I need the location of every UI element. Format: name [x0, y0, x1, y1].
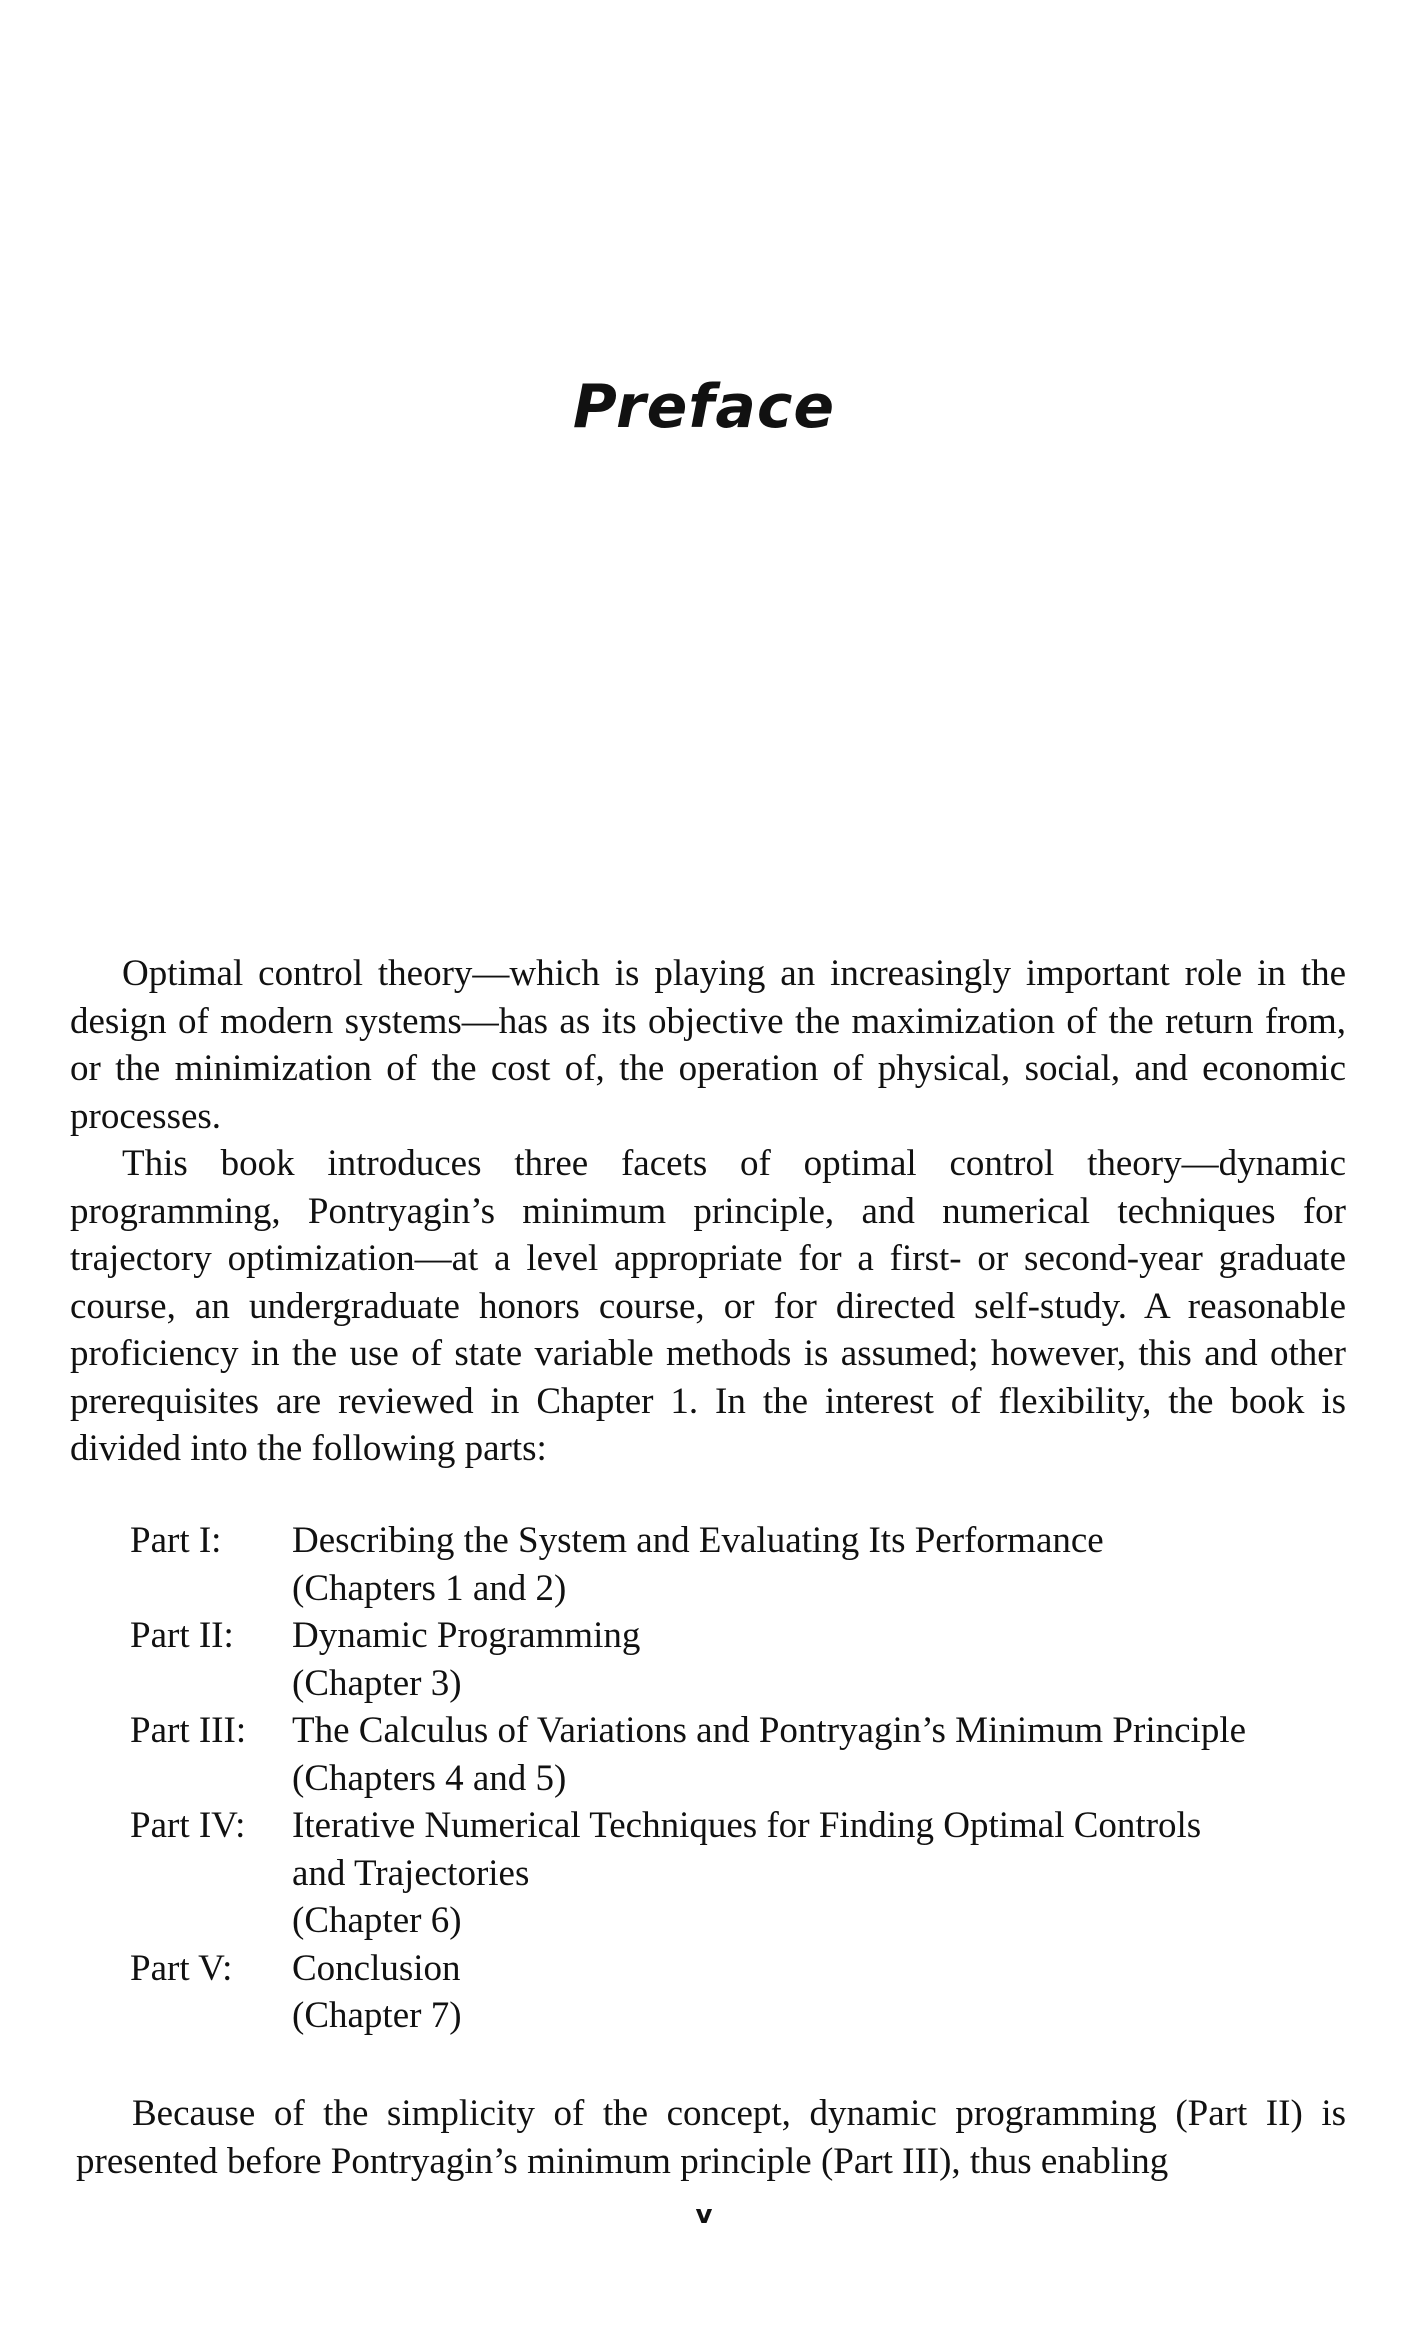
part-label: Part I:: [130, 1520, 222, 1561]
paragraph-2: This book introduces three facets of optimal control theory—dynamic programming, Pontryagin’s minimum principle, and numerical techniques for trajectory optimization—at a level appropriate for a first- or second-year graduate course, an undergraduate honors course, or for directed self-study. A reasonable proficiency in the use of state variable methods is assumed; however, this and other prerequisites are reviewed in Chapter 1. In the interest of flexibility, the book is divided into the following parts:: [70, 1143, 1346, 1469]
part-title-line-continued: and Trajectories: [292, 1852, 530, 1894]
part-entry: [130, 1517, 1350, 1612]
part-entry: [130, 1707, 1350, 1802]
part-chapters-line: (Chapter 3): [292, 1662, 462, 1704]
part-description: [292, 1707, 1350, 1802]
paragraph-3: Because of the simplicity of the concept, dynamic programming (Part II) is presented before Pontryagin’s minimum principle (Part III), thus enabling: [76, 2093, 1346, 2182]
part-chapters-line: (Chapters 4 and 5): [292, 1757, 567, 1799]
part-entry: [130, 1945, 1350, 2040]
part-title-line: Dynamic Programming: [292, 1615, 641, 1656]
part-description: [292, 1802, 1350, 1945]
part-title-line: Conclusion: [292, 1947, 461, 1989]
part-entry: [130, 1612, 1350, 1707]
part-title-line: Iterative Numerical Techniques for Finding Optimal Controls: [292, 1805, 1202, 1846]
part-chapters-line: (Chapter 7): [292, 1995, 462, 2036]
part-label: Part IV:: [130, 1805, 246, 1846]
part-title-line: Describing the System and Evaluating Its Performance: [292, 1520, 1104, 1561]
part-entry: [130, 1802, 1350, 1945]
page-number: v: [695, 2200, 713, 2230]
part-label: Part III:: [130, 1710, 247, 1751]
part-label: Part II:: [130, 1615, 234, 1656]
part-chapters-line: (Chapters 1 and 2): [292, 1567, 567, 1609]
parts-list: [130, 1517, 1350, 2040]
page-title: Preface: [572, 372, 836, 442]
part-label: Part V:: [130, 1947, 233, 1989]
part-title-line: The Calculus of Variations and Pontryagin’s Minimum Principle: [292, 1710, 1247, 1751]
part-description: [292, 1945, 1350, 2040]
part-chapters-line: (Chapter 6): [292, 1900, 462, 1941]
paragraph-1: Optimal control theory—which is playing an increasingly important role in the design of modern systems—has as its objective the maximization of the return from, or the minimization of the cost of, the operation of physical, social, and economic processes.: [70, 953, 1346, 1137]
part-description: [292, 1612, 1350, 1707]
part-description: [292, 1517, 1350, 1612]
